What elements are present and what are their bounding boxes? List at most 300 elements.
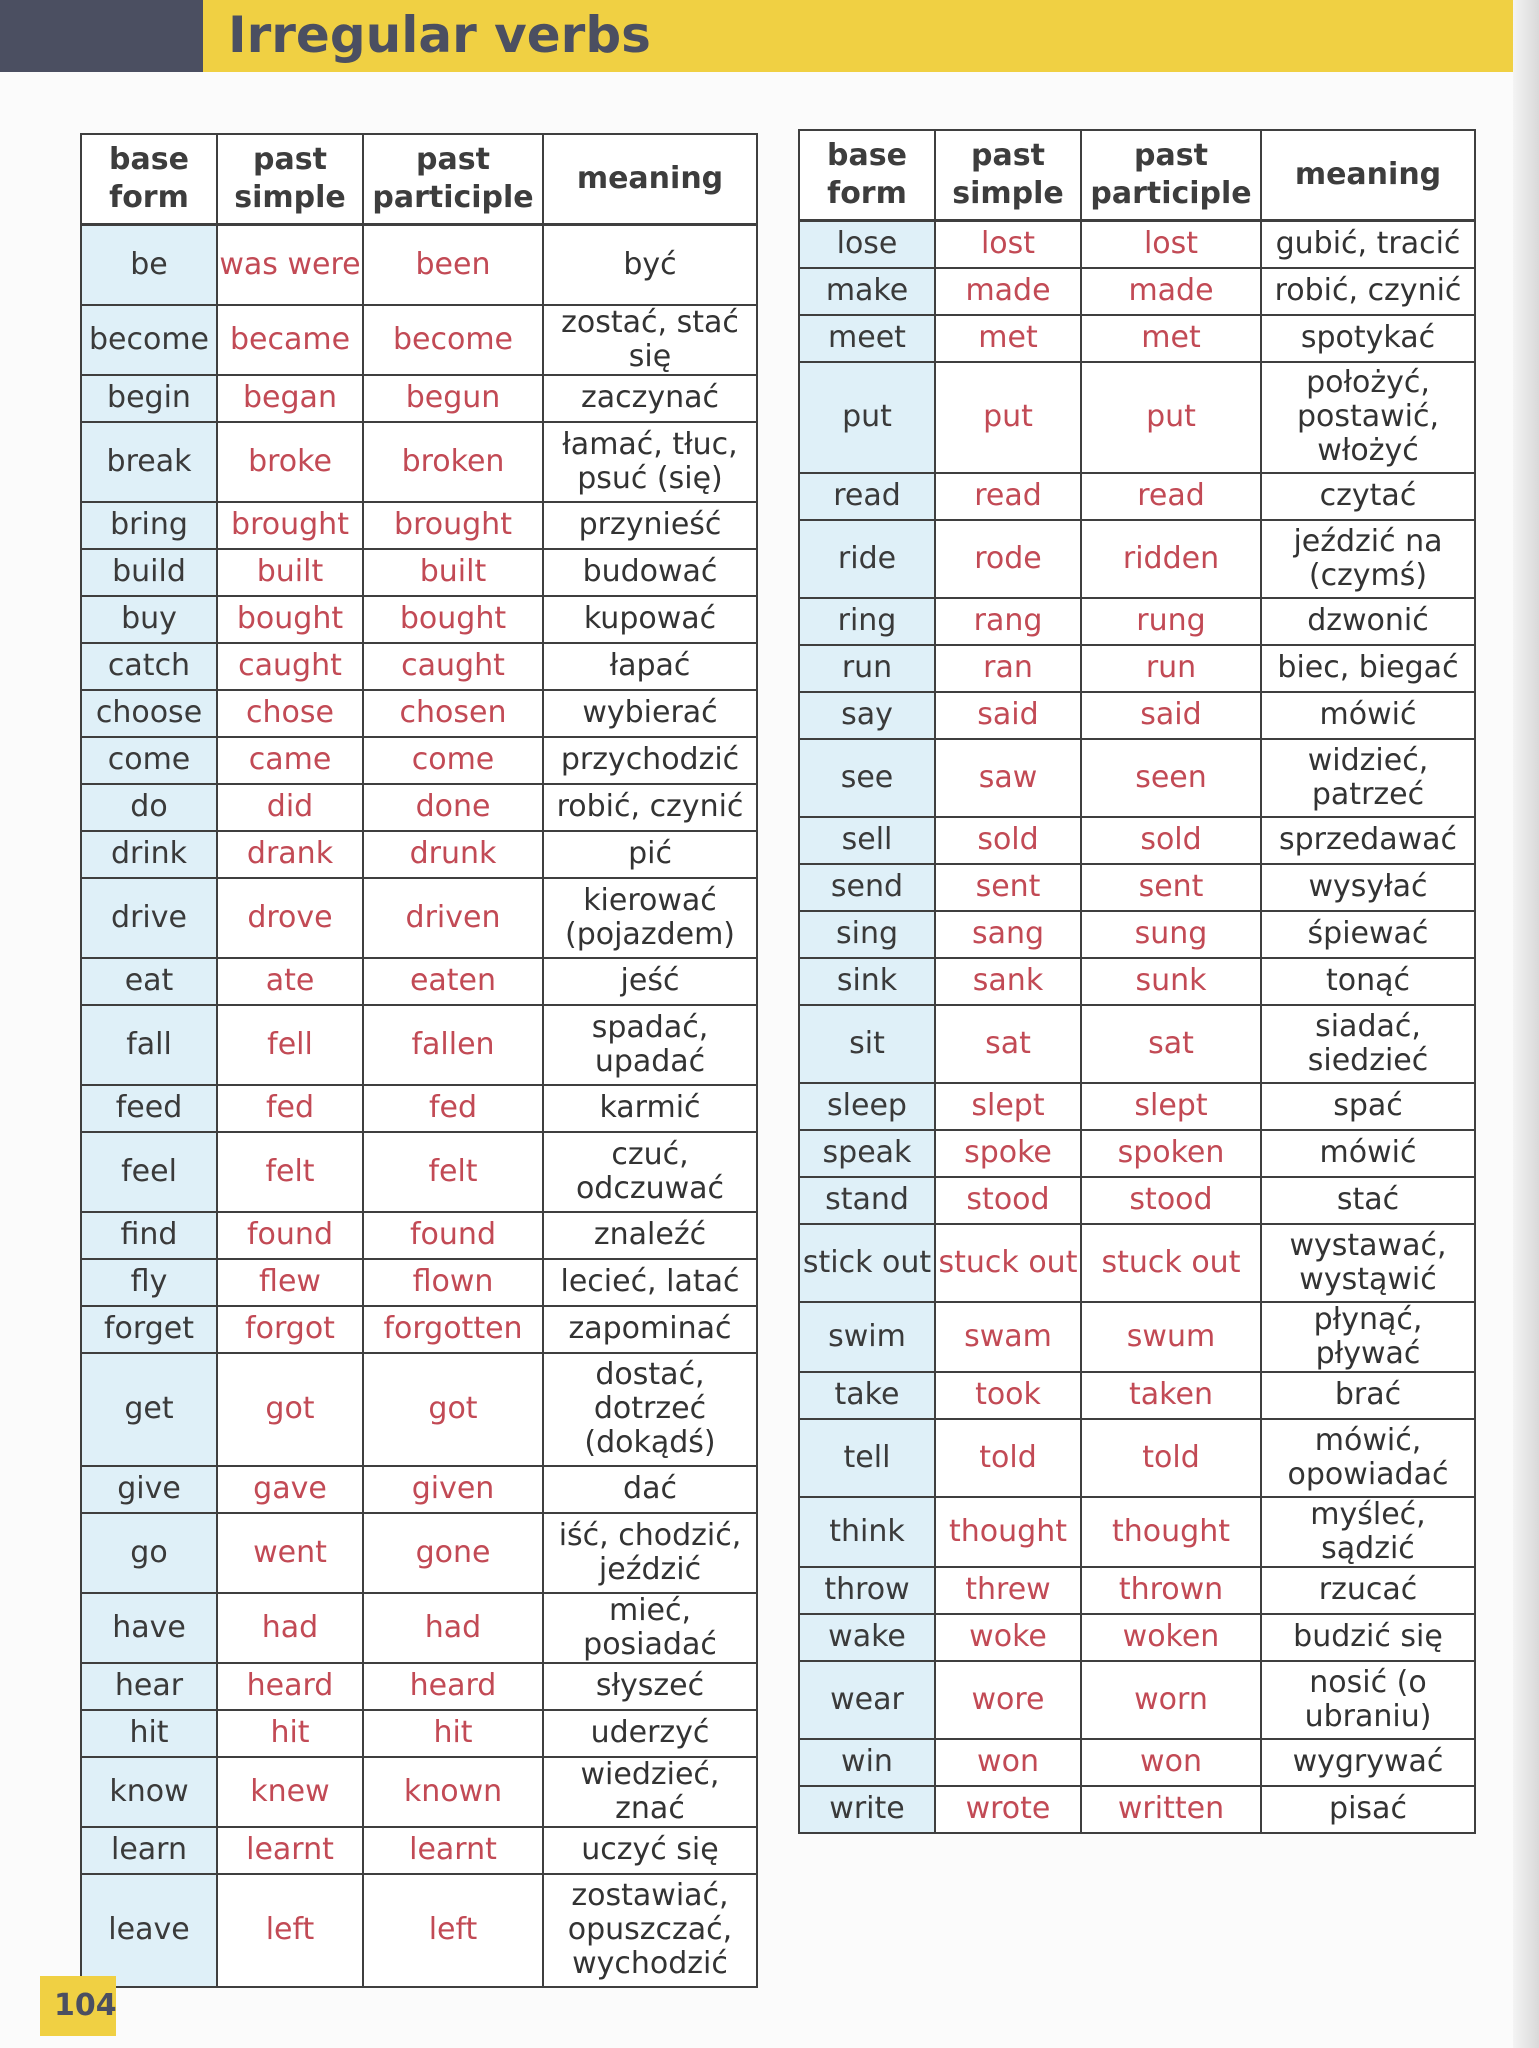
table-row xyxy=(799,864,1475,911)
table-row xyxy=(799,598,1475,645)
past-participle-cell: learnt xyxy=(363,1827,543,1874)
past-simple-cell: stuck out xyxy=(935,1224,1081,1302)
meaning-cell: dostać, dotrzeć (dokądś) xyxy=(543,1353,757,1466)
past-simple-cell: flew xyxy=(217,1259,363,1306)
meaning-cell: rzucać xyxy=(1261,1567,1475,1614)
past-participle-cell: seen xyxy=(1081,739,1261,817)
meaning-cell: robić, czynić xyxy=(543,784,757,831)
table-row xyxy=(799,1497,1475,1567)
past-participle-cell: sat xyxy=(1081,1005,1261,1083)
table-row xyxy=(81,1663,757,1710)
meaning-cell: zapominać xyxy=(543,1306,757,1353)
table-row xyxy=(81,1085,757,1132)
meaning-cell: zostawiać, opuszczać, wychodzić xyxy=(543,1874,757,1987)
base-form-cell: take xyxy=(799,1372,935,1419)
past-simple-cell: took xyxy=(935,1372,1081,1419)
past-simple-cell: sent xyxy=(935,864,1081,911)
past-participle-cell: taken xyxy=(1081,1372,1261,1419)
past-participle-cell: bought xyxy=(363,596,543,643)
past-simple-cell: felt xyxy=(217,1132,363,1212)
past-simple-cell: sold xyxy=(935,817,1081,864)
past-participle-cell: sent xyxy=(1081,864,1261,911)
past-simple-cell: fed xyxy=(217,1085,363,1132)
meaning-cell: lecieć, latać xyxy=(543,1259,757,1306)
base-form-cell: know xyxy=(81,1757,217,1827)
base-form-cell: say xyxy=(799,692,935,739)
past-simple-cell: ran xyxy=(935,645,1081,692)
past-participle-cell: thrown xyxy=(1081,1567,1261,1614)
table-row xyxy=(799,1567,1475,1614)
table-row xyxy=(81,1757,757,1827)
past-participle-cell: begun xyxy=(363,375,543,422)
base-form-cell: buy xyxy=(81,596,217,643)
table-row xyxy=(81,1874,757,1987)
past-participle-cell: been xyxy=(363,225,543,305)
meaning-cell: biec, biegać xyxy=(1261,645,1475,692)
meaning-cell: spotykać xyxy=(1261,315,1475,362)
past-participle-cell: slept xyxy=(1081,1083,1261,1130)
page-title: Irregular verbs xyxy=(228,6,651,64)
meaning-cell: łamać, tłuc, psuć (się) xyxy=(543,422,757,502)
table-row xyxy=(81,878,757,958)
base-form-cell: lose xyxy=(799,221,935,268)
meaning-cell: słyszeć xyxy=(543,1663,757,1710)
past-participle-cell: gone xyxy=(363,1513,543,1593)
table-row xyxy=(81,643,757,690)
past-participle-cell: sunk xyxy=(1081,958,1261,1005)
past-simple-cell: said xyxy=(935,692,1081,739)
base-form-cell: become xyxy=(81,305,217,375)
base-form-cell: bring xyxy=(81,502,217,549)
table-row xyxy=(799,739,1475,817)
past-simple-cell: brought xyxy=(217,502,363,549)
table-row xyxy=(799,1005,1475,1083)
meaning-cell: dzwonić xyxy=(1261,598,1475,645)
base-form-cell: feel xyxy=(81,1132,217,1212)
meaning-cell: przynieść xyxy=(543,502,757,549)
base-form-cell: swim xyxy=(799,1302,935,1372)
past-simple-cell: built xyxy=(217,549,363,596)
meaning-cell: łapać xyxy=(543,643,757,690)
meaning-cell: uderzyć xyxy=(543,1710,757,1757)
past-simple-cell: went xyxy=(217,1513,363,1593)
past-simple-cell: had xyxy=(217,1593,363,1663)
base-form-cell: sell xyxy=(799,817,935,864)
column-header-past-participle: past participle xyxy=(363,134,543,225)
meaning-cell: wygrywać xyxy=(1261,1739,1475,1786)
past-participle-cell: drunk xyxy=(363,831,543,878)
past-participle-cell: woken xyxy=(1081,1614,1261,1661)
table-row xyxy=(81,225,757,305)
base-form-cell: feed xyxy=(81,1085,217,1132)
page-edge-shadow xyxy=(1513,0,1539,2048)
meaning-cell: przychodzić xyxy=(543,737,757,784)
meaning-cell: płynąć, pływać xyxy=(1261,1302,1475,1372)
table-row xyxy=(81,1005,757,1085)
table-row xyxy=(81,737,757,784)
base-form-cell: throw xyxy=(799,1567,935,1614)
past-simple-cell: hit xyxy=(217,1710,363,1757)
past-simple-cell: broke xyxy=(217,422,363,502)
base-form-cell: stand xyxy=(799,1177,935,1224)
base-form-cell: think xyxy=(799,1497,935,1567)
past-participle-cell: chosen xyxy=(363,690,543,737)
table-row xyxy=(799,1614,1475,1661)
past-participle-cell: found xyxy=(363,1212,543,1259)
column-header-past-participle: past participle xyxy=(1081,130,1261,221)
past-participle-cell: known xyxy=(363,1757,543,1827)
base-form-cell: sing xyxy=(799,911,935,958)
past-participle-cell: said xyxy=(1081,692,1261,739)
past-participle-cell: eaten xyxy=(363,958,543,1005)
past-participle-cell: felt xyxy=(363,1132,543,1212)
past-participle-cell: made xyxy=(1081,268,1261,315)
column-header-base-form: base form xyxy=(799,130,935,221)
meaning-cell: dać xyxy=(543,1466,757,1513)
table-row xyxy=(799,1083,1475,1130)
base-form-cell: stick out xyxy=(799,1224,935,1302)
table-row xyxy=(81,690,757,737)
past-participle-cell: won xyxy=(1081,1739,1261,1786)
past-simple-cell: put xyxy=(935,362,1081,473)
table-row xyxy=(799,817,1475,864)
meaning-cell: wysyłać xyxy=(1261,864,1475,911)
table-row xyxy=(799,1372,1475,1419)
past-participle-cell: come xyxy=(363,737,543,784)
base-form-cell: speak xyxy=(799,1130,935,1177)
past-participle-cell: heard xyxy=(363,1663,543,1710)
past-participle-cell: written xyxy=(1081,1786,1261,1833)
base-form-cell: find xyxy=(81,1212,217,1259)
base-form-cell: get xyxy=(81,1353,217,1466)
meaning-cell: pisać xyxy=(1261,1786,1475,1833)
past-participle-cell: flown xyxy=(363,1259,543,1306)
base-form-cell: write xyxy=(799,1786,935,1833)
past-participle-cell: rung xyxy=(1081,598,1261,645)
meaning-cell: zostać, stać się xyxy=(543,305,757,375)
past-participle-cell: given xyxy=(363,1466,543,1513)
table-row xyxy=(799,645,1475,692)
past-participle-cell: caught xyxy=(363,643,543,690)
past-simple-cell: told xyxy=(935,1419,1081,1497)
past-participle-cell: sung xyxy=(1081,911,1261,958)
meaning-cell: stać xyxy=(1261,1177,1475,1224)
meaning-cell: jeść xyxy=(543,958,757,1005)
meaning-cell: iść, chodzić, jeździć xyxy=(543,1513,757,1593)
past-participle-cell: stuck out xyxy=(1081,1224,1261,1302)
meaning-cell: pić xyxy=(543,831,757,878)
base-form-cell: meet xyxy=(799,315,935,362)
past-simple-cell: slept xyxy=(935,1083,1081,1130)
past-simple-cell: ate xyxy=(217,958,363,1005)
column-header-meaning: meaning xyxy=(1261,130,1475,221)
column-header-past-simple: past simple xyxy=(935,130,1081,221)
column-header-base-form: base form xyxy=(81,134,217,225)
base-form-cell: hit xyxy=(81,1710,217,1757)
column-header-meaning: meaning xyxy=(543,134,757,225)
past-participle-cell: ridden xyxy=(1081,520,1261,598)
base-form-cell: begin xyxy=(81,375,217,422)
past-participle-cell: spoken xyxy=(1081,1130,1261,1177)
past-participle-cell: brought xyxy=(363,502,543,549)
base-form-cell: read xyxy=(799,473,935,520)
meaning-cell: znaleźć xyxy=(543,1212,757,1259)
past-simple-cell: wore xyxy=(935,1661,1081,1739)
base-form-cell: win xyxy=(799,1739,935,1786)
table-row xyxy=(799,911,1475,958)
past-simple-cell: caught xyxy=(217,643,363,690)
meaning-cell: czuć, odczuwać xyxy=(543,1132,757,1212)
table-row xyxy=(799,692,1475,739)
meaning-cell: wybierać xyxy=(543,690,757,737)
meaning-cell: jeździć na (czymś) xyxy=(1261,520,1475,598)
past-simple-cell: drank xyxy=(217,831,363,878)
meaning-cell: wiedzieć, znać xyxy=(543,1757,757,1827)
table-row xyxy=(81,1593,757,1663)
table-row xyxy=(799,1177,1475,1224)
verb-table-left xyxy=(80,133,758,1988)
past-participle-cell: had xyxy=(363,1593,543,1663)
base-form-cell: go xyxy=(81,1513,217,1593)
past-simple-cell: saw xyxy=(935,739,1081,817)
table-row xyxy=(799,1224,1475,1302)
past-simple-cell: got xyxy=(217,1353,363,1466)
table-row xyxy=(799,1130,1475,1177)
past-participle-cell: stood xyxy=(1081,1177,1261,1224)
table-row xyxy=(81,831,757,878)
base-form-cell: forget xyxy=(81,1306,217,1353)
table-row xyxy=(799,520,1475,598)
meaning-cell: wystawać, wystąwić xyxy=(1261,1224,1475,1302)
table-row xyxy=(81,1466,757,1513)
base-form-cell: sleep xyxy=(799,1083,935,1130)
past-simple-cell: drove xyxy=(217,878,363,958)
table-row xyxy=(81,1710,757,1757)
base-form-cell: fall xyxy=(81,1005,217,1085)
past-participle-cell: worn xyxy=(1081,1661,1261,1739)
meaning-cell: budzić się xyxy=(1261,1614,1475,1661)
meaning-cell: widzieć, patrzeć xyxy=(1261,739,1475,817)
base-form-cell: ring xyxy=(799,598,935,645)
past-participle-cell: told xyxy=(1081,1419,1261,1497)
table-row xyxy=(81,596,757,643)
base-form-cell: sit xyxy=(799,1005,935,1083)
past-participle-cell: driven xyxy=(363,878,543,958)
base-form-cell: be xyxy=(81,225,217,305)
base-form-cell: ride xyxy=(799,520,935,598)
past-simple-cell: sang xyxy=(935,911,1081,958)
meaning-cell: zaczynać xyxy=(543,375,757,422)
table-row xyxy=(81,422,757,502)
meaning-cell: kierować (pojazdem) xyxy=(543,878,757,958)
table-row xyxy=(81,784,757,831)
table-row xyxy=(81,1259,757,1306)
past-participle-cell: done xyxy=(363,784,543,831)
past-simple-cell: was were xyxy=(217,225,363,305)
meaning-cell: nosić (o ubraniu) xyxy=(1261,1661,1475,1739)
meaning-cell: czytać xyxy=(1261,473,1475,520)
meaning-cell: myśleć, sądzić xyxy=(1261,1497,1475,1567)
past-simple-cell: won xyxy=(935,1739,1081,1786)
past-simple-cell: made xyxy=(935,268,1081,315)
meaning-cell: robić, czynić xyxy=(1261,268,1475,315)
base-form-cell: choose xyxy=(81,690,217,737)
past-simple-cell: learnt xyxy=(217,1827,363,1874)
table-row xyxy=(799,1661,1475,1739)
past-participle-cell: run xyxy=(1081,645,1261,692)
table-header-row xyxy=(799,130,1475,221)
base-form-cell: leave xyxy=(81,1874,217,1987)
base-form-cell: build xyxy=(81,549,217,596)
past-simple-cell: did xyxy=(217,784,363,831)
table-row xyxy=(799,1419,1475,1497)
verb-table-right xyxy=(798,129,1476,1834)
past-participle-cell: lost xyxy=(1081,221,1261,268)
meaning-cell: kupować xyxy=(543,596,757,643)
base-form-cell: send xyxy=(799,864,935,911)
meaning-cell: mieć, posiadać xyxy=(543,1593,757,1663)
meaning-cell: być xyxy=(543,225,757,305)
past-participle-cell: built xyxy=(363,549,543,596)
table-row xyxy=(799,473,1475,520)
table-row xyxy=(799,268,1475,315)
base-form-cell: make xyxy=(799,268,935,315)
base-form-cell: sink xyxy=(799,958,935,1005)
base-form-cell: drink xyxy=(81,831,217,878)
meaning-cell: tonąć xyxy=(1261,958,1475,1005)
past-simple-cell: forgot xyxy=(217,1306,363,1353)
base-form-cell: do xyxy=(81,784,217,831)
past-simple-cell: gave xyxy=(217,1466,363,1513)
base-form-cell: run xyxy=(799,645,935,692)
table-row xyxy=(799,1786,1475,1833)
meaning-cell: śpiewać xyxy=(1261,911,1475,958)
table-row xyxy=(799,362,1475,473)
past-participle-cell: sold xyxy=(1081,817,1261,864)
past-simple-cell: came xyxy=(217,737,363,784)
table-row xyxy=(81,502,757,549)
base-form-cell: learn xyxy=(81,1827,217,1874)
past-simple-cell: spoke xyxy=(935,1130,1081,1177)
table-row xyxy=(81,958,757,1005)
past-simple-cell: found xyxy=(217,1212,363,1259)
table-row xyxy=(81,1513,757,1593)
base-form-cell: put xyxy=(799,362,935,473)
past-simple-cell: woke xyxy=(935,1614,1081,1661)
table-row xyxy=(799,958,1475,1005)
table-header-row xyxy=(81,134,757,225)
meaning-cell: położyć, postawić, włożyć xyxy=(1261,362,1475,473)
past-participle-cell: forgotten xyxy=(363,1306,543,1353)
past-simple-cell: rode xyxy=(935,520,1081,598)
table-row xyxy=(799,1302,1475,1372)
past-simple-cell: sank xyxy=(935,958,1081,1005)
past-simple-cell: bought xyxy=(217,596,363,643)
base-form-cell: wear xyxy=(799,1661,935,1739)
past-simple-cell: swam xyxy=(935,1302,1081,1372)
past-simple-cell: began xyxy=(217,375,363,422)
past-simple-cell: knew xyxy=(217,1757,363,1827)
base-form-cell: give xyxy=(81,1466,217,1513)
past-simple-cell: fell xyxy=(217,1005,363,1085)
meaning-cell: budować xyxy=(543,549,757,596)
past-simple-cell: heard xyxy=(217,1663,363,1710)
past-simple-cell: wrote xyxy=(935,1786,1081,1833)
past-participle-cell: put xyxy=(1081,362,1261,473)
table-row xyxy=(81,1827,757,1874)
table-row xyxy=(799,1739,1475,1786)
past-simple-cell: sat xyxy=(935,1005,1081,1083)
table-row xyxy=(799,315,1475,362)
base-form-cell: fly xyxy=(81,1259,217,1306)
table-row xyxy=(81,375,757,422)
past-simple-cell: lost xyxy=(935,221,1081,268)
past-participle-cell: fed xyxy=(363,1085,543,1132)
past-participle-cell: left xyxy=(363,1874,543,1987)
past-simple-cell: left xyxy=(217,1874,363,1987)
table-row xyxy=(799,221,1475,268)
table-row xyxy=(81,1132,757,1212)
past-participle-cell: swum xyxy=(1081,1302,1261,1372)
past-participle-cell: become xyxy=(363,305,543,375)
base-form-cell: drive xyxy=(81,878,217,958)
past-simple-cell: stood xyxy=(935,1177,1081,1224)
past-participle-cell: met xyxy=(1081,315,1261,362)
table-row xyxy=(81,305,757,375)
past-simple-cell: chose xyxy=(217,690,363,737)
base-form-cell: break xyxy=(81,422,217,502)
meaning-cell: mówić xyxy=(1261,692,1475,739)
base-form-cell: wake xyxy=(799,1614,935,1661)
past-participle-cell: thought xyxy=(1081,1497,1261,1567)
page-number: 104 xyxy=(54,1988,117,2023)
table-row xyxy=(81,1306,757,1353)
meaning-cell: sprzedawać xyxy=(1261,817,1475,864)
meaning-cell: mówić, opowiadać xyxy=(1261,1419,1475,1497)
past-participle-cell: fallen xyxy=(363,1005,543,1085)
meaning-cell: spadać, upadać xyxy=(543,1005,757,1085)
header-dark-block xyxy=(0,0,203,72)
past-participle-cell: read xyxy=(1081,473,1261,520)
past-participle-cell: broken xyxy=(363,422,543,502)
base-form-cell: tell xyxy=(799,1419,935,1497)
meaning-cell: gubić, tracić xyxy=(1261,221,1475,268)
past-simple-cell: met xyxy=(935,315,1081,362)
table-row xyxy=(81,1212,757,1259)
meaning-cell: karmić xyxy=(543,1085,757,1132)
base-form-cell: come xyxy=(81,737,217,784)
past-simple-cell: rang xyxy=(935,598,1081,645)
meaning-cell: siadać, siedzieć xyxy=(1261,1005,1475,1083)
base-form-cell: see xyxy=(799,739,935,817)
table-row xyxy=(81,549,757,596)
column-header-past-simple: past simple xyxy=(217,134,363,225)
base-form-cell: catch xyxy=(81,643,217,690)
past-participle-cell: got xyxy=(363,1353,543,1466)
base-form-cell: hear xyxy=(81,1663,217,1710)
meaning-cell: mówić xyxy=(1261,1130,1475,1177)
base-form-cell: have xyxy=(81,1593,217,1663)
base-form-cell: eat xyxy=(81,958,217,1005)
past-simple-cell: became xyxy=(217,305,363,375)
past-participle-cell: hit xyxy=(363,1710,543,1757)
past-simple-cell: read xyxy=(935,473,1081,520)
past-simple-cell: thought xyxy=(935,1497,1081,1567)
past-simple-cell: threw xyxy=(935,1567,1081,1614)
table-row xyxy=(81,1353,757,1466)
meaning-cell: brać xyxy=(1261,1372,1475,1419)
meaning-cell: spać xyxy=(1261,1083,1475,1130)
